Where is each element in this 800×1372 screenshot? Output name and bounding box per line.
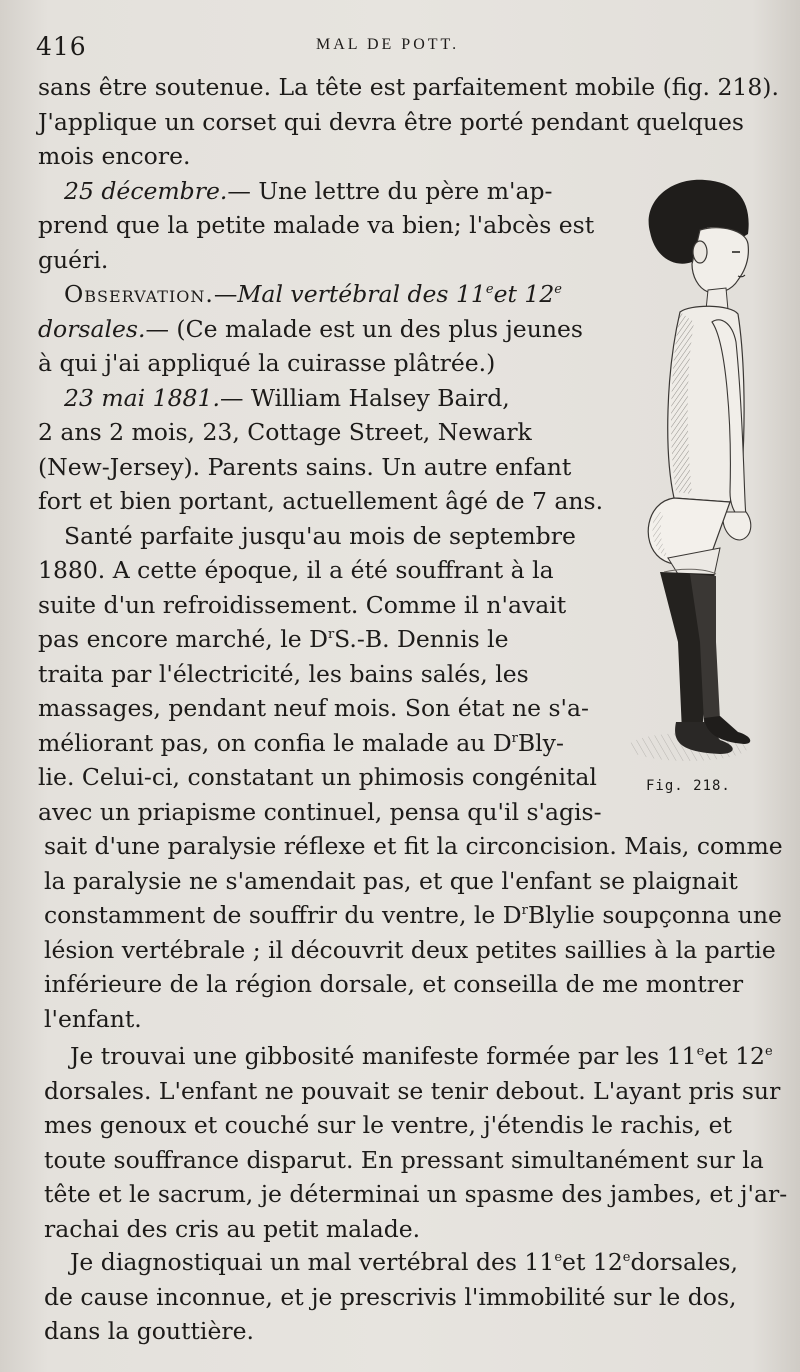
text-line: Santé parfaite jusqu'au mois de septembre bbox=[64, 521, 576, 550]
observation-heading: Observation.—Mal vertébral des 11eet 12e bbox=[64, 280, 562, 308]
text-line: dans la gouttière. bbox=[44, 1317, 254, 1345]
text-line: la paralysie ne s'amendait pas, et que l'enfant se plaignait bbox=[44, 866, 738, 895]
text-line: J'applique un corset qui devra être porté pendant quelques bbox=[38, 107, 744, 136]
text-line: avec un priapisme continuel, pensa qu'il s'agis- bbox=[38, 797, 602, 826]
child-standing-illustration bbox=[620, 172, 770, 772]
text-line: lésion vertébrale ; il découvrit deux petites saillies à la partie bbox=[44, 935, 776, 964]
text-line: inférieure de la région dorsale, et conseilla de me montrer bbox=[44, 970, 744, 998]
paragraph-diagnostic bbox=[44, 1245, 764, 1349]
text-line: méliorant pas, on confia le malade au $D^rBly-$ bbox=[38, 728, 564, 757]
text-line: 25 décembre.— Une lettre du père m'ap- bbox=[38, 174, 578, 209]
wide-text-block bbox=[44, 829, 783, 1036]
text-line: 23 mai 1881.— William Halsey Baird, bbox=[38, 381, 578, 416]
entry-date: 25 décembre. bbox=[64, 176, 228, 205]
running-head: MAL DE POTT. bbox=[316, 36, 460, 53]
text-line: (New-Jersey). Parents sains. Un autre enfant bbox=[38, 452, 572, 481]
text-line: à qui j'ai appliqué la cuirasse plâtrée.) bbox=[38, 349, 496, 377]
text-line: 2 ans 2 mois, 23, Cottage Street, Newark bbox=[38, 418, 532, 446]
text-line: fort et bien portant, actuellement âgé de 7 ans. bbox=[38, 487, 604, 515]
text-line: Je trouvai une gibbosité manifeste formée par les 11eet 12e bbox=[70, 1042, 773, 1070]
text-line: rachai des cris au petit malade. bbox=[44, 1214, 421, 1243]
text-line: lie. Celui-ci, constatant un phimosis congénital bbox=[38, 763, 597, 791]
text-line: de cause inconnue, et je prescrivis l'immobilité sur le dos, bbox=[44, 1282, 737, 1311]
text-line: prend que la petite malade va bien; l'abcès est bbox=[38, 211, 595, 239]
figure-caption: Fig. 218. bbox=[646, 778, 731, 794]
text-line: 1880. A cette époque, il a été souffrant à la bbox=[38, 556, 554, 584]
page-header bbox=[36, 30, 764, 66]
page-number: 416 bbox=[36, 32, 87, 61]
text-line: pas encore marché, le $D^rS.-B$. Dennis le bbox=[38, 625, 509, 653]
text-line: massages, pendant neuf mois. Son état ne s'a- bbox=[38, 694, 589, 722]
text-line: toute souffrance disparut. En pressant simultanément sur la bbox=[44, 1145, 764, 1174]
text-line: mois encore. bbox=[38, 142, 191, 170]
text-line: tête et le sacrum, je déterminai un spasme des jambes, et j'ar- bbox=[44, 1180, 788, 1208]
text-line: mes genoux et couché sur le ventre, j'étendis le rachis, et bbox=[44, 1111, 732, 1139]
text-line: dorsales.— (Ce malade est un des plus jeunes bbox=[38, 314, 583, 343]
text-line: guéri. bbox=[38, 245, 109, 274]
entry-date: 23 mai 1881. bbox=[64, 383, 220, 412]
text-line: constamment de souffrir du ventre, le $D^rBlylie$ soupçonna une bbox=[44, 901, 782, 929]
text-line: sait d'une paralysie réflexe et fit la circoncision. Mais, comme bbox=[44, 832, 783, 860]
text-line: Je diagnostiquai un mal vertébral des 11eet 12edorsales, bbox=[70, 1248, 738, 1276]
text-line: traita par l'électricité, les bains salés, les bbox=[38, 659, 529, 688]
text-line: dorsales. L'enfant ne pouvait se tenir debout. L'ayant pris sur bbox=[44, 1076, 781, 1105]
text-line: sans être soutenue. La tête est parfaitement mobile (fig. 218). bbox=[38, 73, 779, 101]
text-line: l'enfant. bbox=[44, 1004, 142, 1033]
narrow-column bbox=[38, 70, 779, 829]
paragraph-gibbosite bbox=[44, 1039, 788, 1246]
text-line: suite d'un refroidissement. Comme il n'avait bbox=[38, 590, 567, 619]
